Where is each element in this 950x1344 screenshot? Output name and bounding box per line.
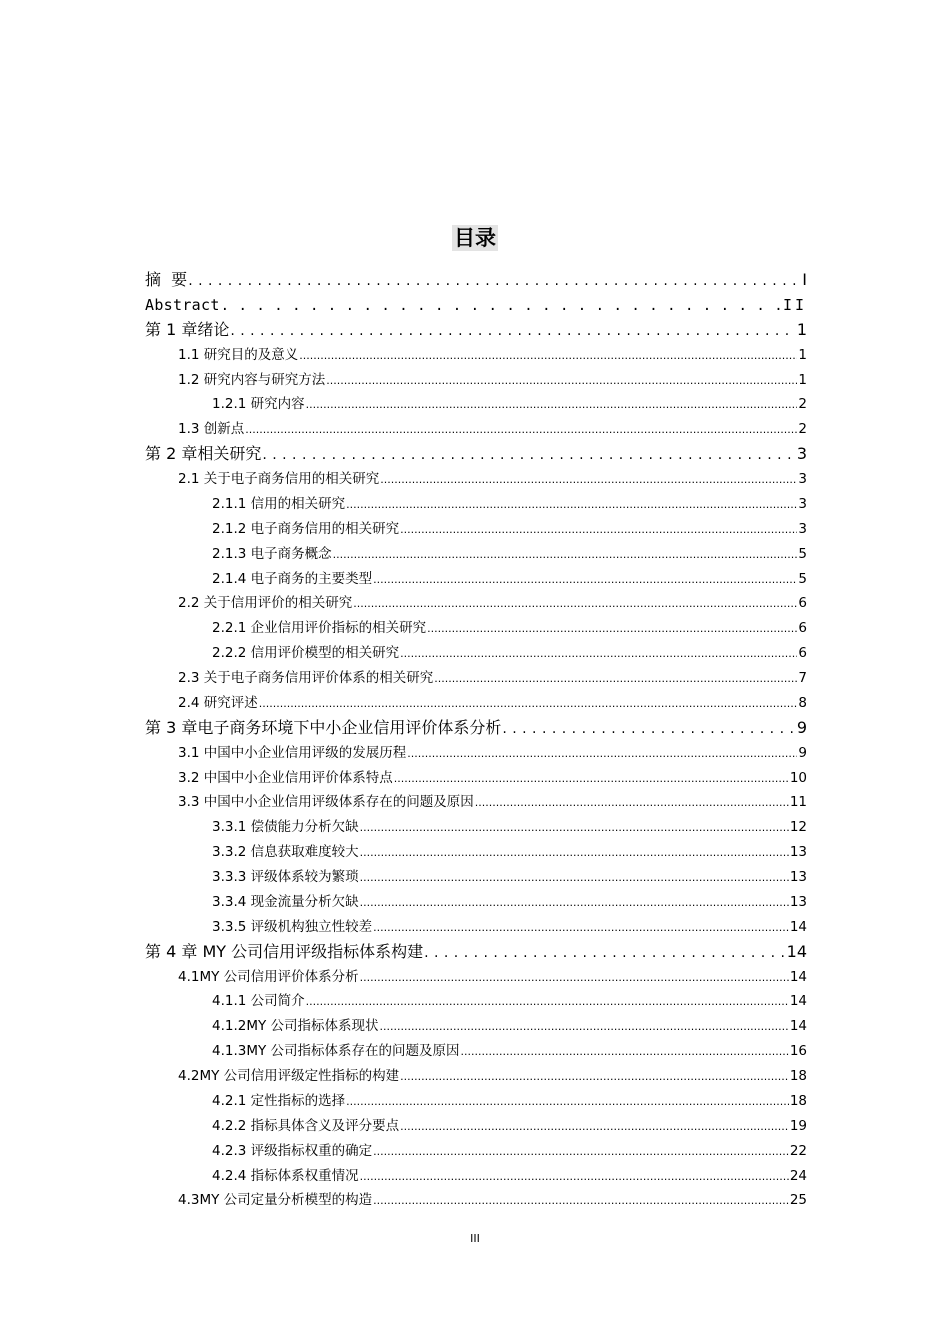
toc-entry-label: 1.2.1 研究内容	[212, 396, 305, 413]
toc-entry-subsection[interactable]	[0, 890, 950, 915]
toc-entry-page: 18	[789, 1068, 807, 1084]
toc-entry-subsection[interactable]	[0, 1164, 950, 1189]
toc-entry-label: 第 3 章电子商务环境下中小企业信用评价体系分析	[145, 717, 502, 737]
toc-entry-page: 13	[789, 844, 807, 861]
dot-leader	[259, 691, 798, 716]
toc-entry-subsection[interactable]	[0, 865, 950, 890]
toc-entry-page: 6	[798, 645, 807, 662]
toc-entry-label: 4.1MY 公司信用评价体系分析	[178, 968, 359, 985]
toc-entry-chapter-1[interactable]	[0, 318, 950, 343]
toc-entry-section[interactable]	[0, 591, 950, 616]
toc-entry-label: 第 1 章绪论	[145, 319, 230, 339]
toc-entry-page: 14	[789, 1018, 807, 1035]
toc-entry-subsection[interactable]	[0, 915, 950, 940]
dot-leader	[360, 865, 789, 890]
toc-entry-subsection[interactable]	[0, 392, 950, 417]
toc-entry-label: 2.1.3 电子商务概念	[212, 545, 332, 562]
toc-entry-page: 1	[798, 346, 807, 363]
toc-entry-abstract-cn[interactable]	[0, 268, 950, 293]
toc-entry-page: 2	[798, 396, 807, 413]
dot-leader	[360, 890, 789, 915]
toc-entry-subsection[interactable]	[0, 641, 950, 666]
toc-entry-subsection[interactable]	[0, 1014, 950, 1039]
toc-entry-subsection[interactable]	[0, 517, 950, 542]
toc-entry-section[interactable]	[0, 691, 950, 716]
toc-entry-label: 4.1.2MY 公司指标体系现状	[212, 1018, 379, 1035]
dot-leader	[230, 318, 795, 343]
toc-entry-page: 3	[798, 520, 807, 537]
toc-entry-label: 4.2.4 指标体系权重情况	[212, 1167, 359, 1184]
dot-leader	[373, 567, 797, 592]
toc-entry-chapter-3[interactable]	[0, 716, 950, 741]
toc-entry-label: Abstract	[145, 295, 220, 314]
toc-entry-page: 5	[798, 545, 807, 562]
toc-entry-section[interactable]	[0, 1188, 950, 1213]
dot-leader	[461, 1039, 789, 1064]
dot-leader	[502, 716, 795, 741]
dot-leader	[306, 989, 789, 1014]
toc-entry-page: 14	[789, 918, 807, 935]
toc-entry-section[interactable]	[0, 368, 950, 393]
toc-entry-label: 4.1.3MY 公司指标体系存在的问题及原因	[212, 1043, 460, 1060]
toc-entry-label: 3.3.3 评级体系较为繁琐	[212, 869, 359, 885]
page-footer-number: III	[470, 1232, 480, 1245]
toc-entry-abstract-en[interactable]	[0, 293, 950, 318]
toc-entry-section[interactable]	[0, 790, 950, 815]
toc-entry-label: 1.2 研究内容与研究方法	[178, 371, 326, 388]
toc-entry-page: 22	[789, 1142, 807, 1159]
toc-entry-page: 3	[796, 444, 807, 464]
toc-entry-page: II	[782, 295, 807, 314]
toc-entry-subsection[interactable]	[0, 1139, 950, 1164]
toc-entry-chapter-2[interactable]	[0, 442, 950, 467]
dot-leader	[400, 517, 797, 542]
toc-entry-page: 6	[798, 620, 807, 637]
toc-entry-page: 1	[796, 319, 807, 339]
toc-entry-subsection[interactable]	[0, 1089, 950, 1114]
toc-title-text: 目录	[454, 226, 496, 250]
toc-entry-label: 2.3 关于电子商务信用评价体系的相关研究	[178, 670, 434, 686]
toc-entry-subsection[interactable]	[0, 492, 950, 517]
table-of-contents	[0, 268, 950, 1213]
dot-leader	[424, 940, 786, 965]
dot-leader	[346, 1089, 789, 1114]
toc-entry-label: 2.2.1 企业信用评价指标的相关研究	[212, 620, 427, 637]
toc-entry-subsection[interactable]	[0, 616, 950, 641]
toc-entry-label: 3.2 中国中小企业信用评价体系特点	[178, 769, 393, 786]
dot-leader	[373, 1139, 789, 1164]
toc-entry-label: 摘 要	[145, 270, 188, 289]
toc-entry-subsection[interactable]	[0, 567, 950, 592]
toc-entry-page: 8	[798, 694, 807, 711]
toc-entry-page: 18	[789, 1092, 807, 1109]
toc-entry-page: 13	[789, 869, 807, 885]
toc-entry-label: 1.1 研究目的及意义	[178, 346, 299, 363]
toc-entry-label: 3.3.1 偿债能力分析欠缺	[212, 819, 359, 836]
dot-leader	[380, 467, 797, 492]
toc-entry-page: 14	[789, 968, 807, 985]
toc-entry-label: 2.1.2 电子商务信用的相关研究	[212, 520, 400, 537]
dot-leader	[360, 840, 789, 865]
toc-entry-label: 3.3.5 评级机构独立性较差	[212, 918, 373, 935]
toc-entry-page: 10	[789, 769, 807, 786]
toc-entry-section[interactable]	[0, 1064, 950, 1089]
toc-entry-page: 12	[789, 819, 807, 836]
toc-entry-label: 4.1.1 公司简介	[212, 993, 305, 1010]
dot-leader	[400, 1064, 789, 1089]
dot-leader	[427, 616, 797, 641]
toc-entry-page: 14	[789, 993, 807, 1010]
toc-entry-subsection[interactable]	[0, 989, 950, 1014]
toc-entry-subsection[interactable]	[0, 542, 950, 567]
dot-leader	[353, 591, 797, 616]
toc-entry-page: 14	[786, 941, 807, 961]
toc-entry-page: I	[802, 270, 807, 289]
toc-entry-subsection[interactable]	[0, 1114, 950, 1139]
toc-entry-label: 1.3 创新点	[178, 421, 245, 438]
toc-entry-label: 第 4 章 MY 公司信用评级指标体系构建	[145, 941, 424, 961]
toc-entry-label: 4.2.3 评级指标权重的确定	[212, 1142, 373, 1159]
toc-entry-subsection[interactable]	[0, 815, 950, 840]
dot-leader	[400, 641, 797, 666]
toc-entry-page: 16	[789, 1043, 807, 1060]
dot-leader	[299, 343, 797, 368]
toc-entry-page: 11	[789, 794, 807, 811]
toc-entry-page: 3	[798, 471, 807, 487]
dot-leader	[221, 293, 782, 318]
toc-entry-page: 24	[789, 1167, 807, 1184]
toc-entry-section[interactable]	[0, 965, 950, 990]
toc-entry-label: 4.2.1 定性指标的选择	[212, 1092, 346, 1109]
toc-entry-page: 5	[798, 570, 807, 587]
dot-leader	[360, 815, 789, 840]
toc-entry-label: 3.3 中国中小企业信用评级体系存在的问题及原因	[178, 794, 474, 811]
toc-entry-subsection[interactable]	[0, 840, 950, 865]
toc-entry-page: 7	[798, 670, 807, 686]
dot-leader	[245, 417, 797, 442]
toc-entry-page: 13	[789, 893, 807, 910]
toc-entry-section[interactable]	[0, 467, 950, 492]
dot-leader	[373, 1188, 789, 1213]
dot-leader	[400, 1114, 789, 1139]
toc-entry-page: 2	[798, 421, 807, 438]
dot-leader	[188, 268, 801, 293]
toc-entry-page: 19	[789, 1117, 807, 1134]
dot-leader	[346, 492, 797, 517]
toc-entry-section[interactable]	[0, 666, 950, 691]
toc-entry-section[interactable]	[0, 417, 950, 442]
dot-leader	[475, 790, 789, 815]
toc-entry-page: 3	[798, 495, 807, 512]
toc-entry-section[interactable]	[0, 343, 950, 368]
toc-entry-chapter-4[interactable]	[0, 940, 950, 965]
dot-leader	[380, 1014, 789, 1039]
toc-entry-label: 4.3MY 公司定量分析模型的构造	[178, 1192, 373, 1209]
toc-entry-section[interactable]	[0, 741, 950, 766]
toc-entry-label: 第 2 章相关研究	[145, 444, 262, 464]
dot-leader	[360, 1164, 789, 1189]
toc-entry-label: 2.2 关于信用评价的相关研究	[178, 595, 353, 612]
toc-entry-label: 2.2.2 信用评价模型的相关研究	[212, 645, 400, 662]
toc-title	[0, 224, 950, 252]
dot-leader	[373, 915, 789, 940]
dot-leader	[326, 368, 797, 393]
toc-entry-subsection[interactable]	[0, 1039, 950, 1064]
toc-entry-page: 6	[798, 595, 807, 612]
toc-entry-label: 2.1 关于电子商务信用的相关研究	[178, 471, 380, 487]
dot-leader	[360, 965, 789, 990]
toc-entry-page: 25	[789, 1192, 807, 1209]
dot-leader	[306, 392, 798, 417]
dot-leader	[407, 741, 797, 766]
toc-entry-label: 2.1.4 电子商务的主要类型	[212, 570, 373, 587]
toc-entry-section[interactable]	[0, 766, 950, 791]
dot-leader	[262, 442, 795, 467]
toc-entry-page: 1	[798, 371, 807, 388]
toc-entry-label: 2.1.1 信用的相关研究	[212, 495, 346, 512]
toc-entry-label: 4.2.2 指标具体含义及评分要点	[212, 1117, 400, 1134]
dot-leader	[434, 666, 797, 691]
toc-entry-label: 3.3.2 信息获取难度较大	[212, 844, 359, 861]
toc-entry-label: 3.1 中国中小企业信用评级的发展历程	[178, 744, 407, 761]
dot-leader	[333, 542, 798, 567]
toc-entry-page: 9	[796, 717, 807, 737]
toc-entry-page: 9	[798, 744, 807, 761]
dot-leader	[394, 766, 789, 791]
toc-entry-label: 2.4 研究评述	[178, 694, 258, 711]
toc-entry-label: 3.3.4 现金流量分析欠缺	[212, 893, 359, 910]
toc-entry-label: 4.2MY 公司信用评级定性指标的构建	[178, 1068, 400, 1084]
